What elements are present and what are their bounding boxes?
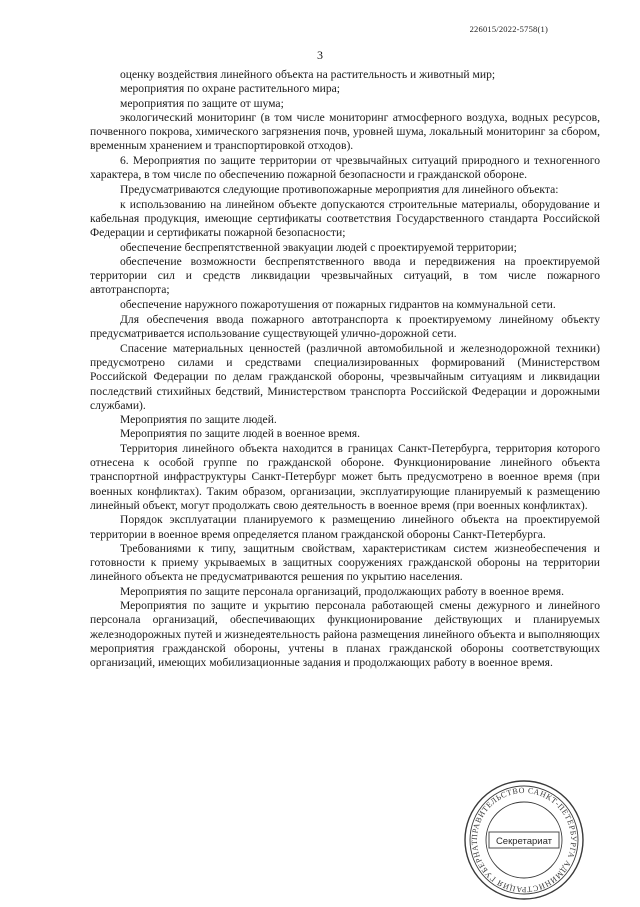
paragraph: Для обеспечения ввода пожарного автотранспорта к проектируемому линейному объекту предусматривается использование существующей улично-дорожной сети.: [90, 313, 600, 341]
page-number: 3: [317, 48, 323, 62]
paragraph: мероприятия по защите от шума;: [120, 96, 284, 110]
paragraph: Порядок эксплуатации планируемого к размещению линейного объекта на проектируемой территории в военное время определяется планом гражданской обороны Санкт-Петербурга.: [90, 513, 600, 541]
paragraph: обеспечение беспрепятственной эвакуации людей с проектируемой территории;: [120, 240, 517, 254]
paragraph: Мероприятия по защите людей в военное время.: [120, 427, 361, 441]
document-body: [90, 68, 600, 670]
paragraph: к использованию на линейном объекте допускаются строительные материалы, оборудование и кабельная продукция, имеющие сертификаты соответствия Государственного стандарта Российской Федерации и сертификаты пожарной безопасности;: [90, 197, 600, 240]
paragraph: Спасение материальных ценностей (различной автомобильной и железнодорожной техники) предусмотрено силами и средствами специализированных формирований (Министерством Российской Федерации по делам гражданской обороны, чрезвычайным ситуациям и ликвидации последствий стихийных бедствий, Министерством транспорта Российской Федерации и дорожными службами).: [90, 341, 600, 412]
paragraph: обеспечение возможности беспрепятственного ввода и передвижения на проектируемой территории сил и средств ликвидации чрезвычайных ситуаций, в том числе пожарного автотранспорта;: [90, 254, 600, 297]
paragraph: обеспечение наружного пожаротушения от пожарных гидрантов на коммунальной сети.: [120, 297, 556, 311]
seal-icon: [462, 778, 586, 902]
seal-ring-text: ПРАВИТЕЛЬСТВО САНКТ-ПЕТЕРБУРГА АДМИНИСТРАЦИЯ ГУБЕРНАТ: [469, 785, 579, 895]
paragraph: оценку воздействия линейного объекта на растительность и животный мир;: [120, 68, 496, 81]
official-seal-stamp: [462, 778, 586, 902]
paragraph: Требованиями к типу, защитным свойствам, характеристикам систем жизнеобеспечения и готовности к приему укрываемых в защитных сооружениях гражданской обороны на территории линейного объекта не предусматриваются решения по укрытию населения.: [90, 541, 600, 584]
paragraph: Мероприятия по защите персонала организаций, продолжающих работу в военное время.: [120, 584, 564, 598]
paragraph: мероприятия по охране растительного мира;: [120, 82, 341, 96]
paragraph: экологический мониторинг (в том числе мониторинг атмосферного воздуха, водных ресурсов, почвенного покрова, химического загрязнения почв, уровней шума, локальный мониторинг за сбором, временным хранением и транспортировкой отходов).: [90, 110, 600, 153]
seal-center-label: Секретариат: [495, 836, 553, 847]
paragraph: Мероприятия по защите людей.: [120, 413, 277, 427]
paragraph: Мероприятия по защите и укрытию персонала работающей смены дежурного и линейного персонала организаций, обеспечивающих функционирование действующих и планируемых железнодорожных путей и жизнедеятельность района размещения линейного объекта и выполняющих мероприятия гражданской обороны, учтены в планах гражданской обороны соответствующих организаций, имеющих мобилизационные задания и продолжающих работу в военное время.: [90, 598, 600, 670]
paragraph: Территория линейного объекта находится в границах Санкт-Петербурга, территория которого отнесена к особой группе по гражданской обороне. Функционирование линейного объекта транспортной инфраструктуры Санкт-Петербург может быть предусмотрено в военное время (при военных конфликтах). Таким образом, организации, эксплуатирующие планируемый к размещению линейный объект, могут продолжать свою деятельность в военное время (при военных конфликтах).: [90, 441, 600, 512]
paragraph: Предусматриваются следующие противопожарные мероприятия для линейного объекта:: [120, 183, 559, 197]
section-heading: 6. Мероприятия по защите территории от чрезвычайных ситуаций природного и техногенного характера, в том числе по обеспечению пожарной безопасности и гражданской обороне.: [90, 153, 600, 182]
document-registration-number: 226015/2022-5758(1): [469, 24, 548, 34]
